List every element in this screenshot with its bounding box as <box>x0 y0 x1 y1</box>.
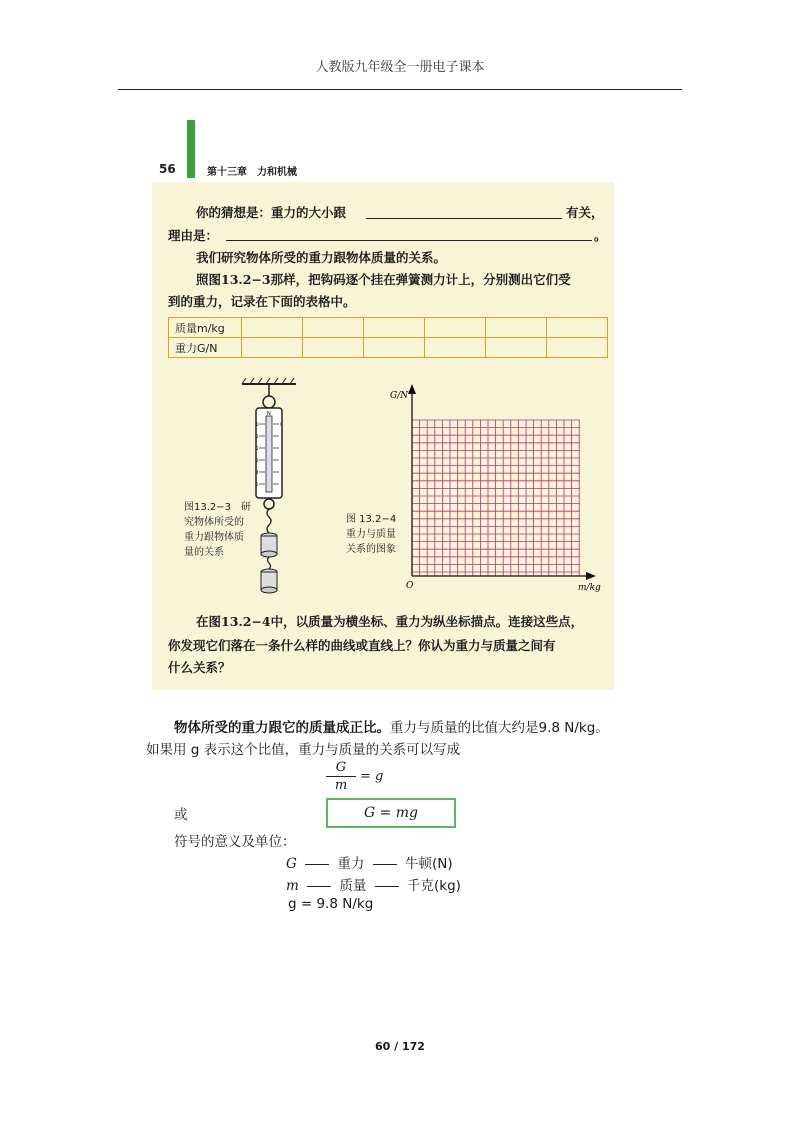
figure-13-2-3-caption <box>184 500 251 560</box>
table-cell <box>425 318 486 338</box>
fraction-rhs: = g <box>360 769 384 784</box>
scale-tick: 3 <box>256 458 259 463</box>
symbol-row <box>286 874 461 894</box>
g-value: g = 9.8 N/kg <box>288 896 374 912</box>
document-header: 人教版九年级全一册电子课本 <box>315 60 485 75</box>
paragraph-2-line-2: 到的重力，记录在下面的表格中。 <box>168 294 356 309</box>
conclusion-bold: 物体所受的重力跟它的质量成正比。 <box>174 720 390 736</box>
discussion-line-2: 你发现它们落在一条什么样的曲线或直线上？你认为重力与质量之间有 <box>168 638 556 653</box>
chapter-title: 第十三章 力和机械 <box>207 167 297 178</box>
caption-line: 图 13.2−4 <box>346 514 397 525</box>
table-cell <box>364 318 425 338</box>
table-row <box>169 318 608 338</box>
symbol-row <box>286 852 453 872</box>
table-cell <box>303 338 364 358</box>
y-axis-arrow-icon <box>408 384 416 394</box>
spring-scale-illustration <box>236 378 306 598</box>
scale-tick: 0 <box>280 422 283 427</box>
symbol-name: 质量 <box>339 878 367 894</box>
caption-line: 重力跟物体质 <box>184 532 244 543</box>
conclusion-rest: 重力与质量的比值大约是9.8 N/kg。 <box>390 720 609 736</box>
dash <box>307 886 331 887</box>
row-label-mass: 质量m/kg <box>169 318 242 338</box>
x-axis-arrow-icon <box>586 572 596 580</box>
table-cell <box>242 318 303 338</box>
header-divider <box>118 89 682 90</box>
dash <box>373 864 397 865</box>
scale-tick: 2 <box>256 446 259 451</box>
conclusion-line-1 <box>174 716 609 736</box>
reason-prefix: 理由是： <box>168 228 219 243</box>
caption-line: 究物体所受的 <box>184 517 244 528</box>
scale-tick: 4 <box>256 470 259 475</box>
graph-grid-figure <box>390 384 620 596</box>
table-cell <box>547 338 608 358</box>
grid-lines <box>412 420 580 576</box>
table-cell <box>486 338 547 358</box>
guess-suffix: 有关， <box>566 205 604 220</box>
paragraph-2-line-1: 照图13.2−3那样，把钩码逐个挂在弹簧测力计上，分别测出它们受 <box>196 272 571 287</box>
table-cell <box>303 318 364 338</box>
dash <box>305 864 329 865</box>
discussion-line-1: 在图13.2−4中，以质量为横坐标、重力为纵坐标描点。连接这些点， <box>196 614 584 629</box>
symbol-unit: 牛顿(N) <box>404 856 453 872</box>
scale-tick: 0 <box>256 422 259 427</box>
dash <box>375 886 399 887</box>
symbol-letter: m <box>286 878 299 894</box>
chapter-marker-bar <box>187 120 195 178</box>
book-page-number: 56 <box>159 162 176 176</box>
page-indicator: 60 / 172 <box>375 1040 425 1053</box>
caption-line: 重力与质量 <box>346 529 396 540</box>
symbol-unit: 千克(kg) <box>407 878 461 894</box>
caption-line: 量的关系 <box>184 547 224 558</box>
symbol-letter: G <box>286 856 297 872</box>
or-label: 或 <box>174 807 188 823</box>
x-axis-label: m/kg <box>578 583 601 593</box>
caption-line: 图13.2−3 研 <box>184 502 252 513</box>
fraction-numerator: G <box>335 760 347 775</box>
paragraph-1: 我们研究物体所受的重力跟物体质量的关系。 <box>196 250 447 265</box>
conclusion-line-2: 如果用 g 表示这个比值，重力与质量的关系可以写成 <box>146 742 461 758</box>
guess-prefix: 你的猜想是：重力的大小跟 <box>196 205 347 220</box>
reason-blank <box>226 240 592 241</box>
fraction <box>326 760 356 793</box>
scale-tick: 5 <box>256 482 259 487</box>
row-label-gravity: 重力G/N <box>169 338 242 358</box>
record-table <box>168 317 608 358</box>
caption-line: 关系的图象 <box>346 544 396 555</box>
origin-label: O <box>406 581 414 591</box>
boxed-formula: G = mg <box>326 798 456 828</box>
fraction-denominator: m <box>334 778 348 793</box>
symbols-title: 符号的意义及单位： <box>174 834 296 850</box>
table-cell <box>486 318 547 338</box>
table-cell <box>364 338 425 358</box>
guess-blank <box>366 218 562 219</box>
symbol-name: 重力 <box>337 856 365 872</box>
figure-13-2-4-caption <box>346 512 396 557</box>
scale-unit: N <box>267 411 271 417</box>
table-cell <box>425 338 486 358</box>
discussion-line-3: 什么关系？ <box>168 660 231 675</box>
table-cell <box>547 318 608 338</box>
reason-suffix: 。 <box>594 228 607 243</box>
scale-tick: 1 <box>256 434 259 439</box>
y-axis-label: G/N <box>390 391 409 401</box>
table-row <box>169 338 608 358</box>
fraction-bar <box>326 776 356 777</box>
table-cell <box>242 338 303 358</box>
